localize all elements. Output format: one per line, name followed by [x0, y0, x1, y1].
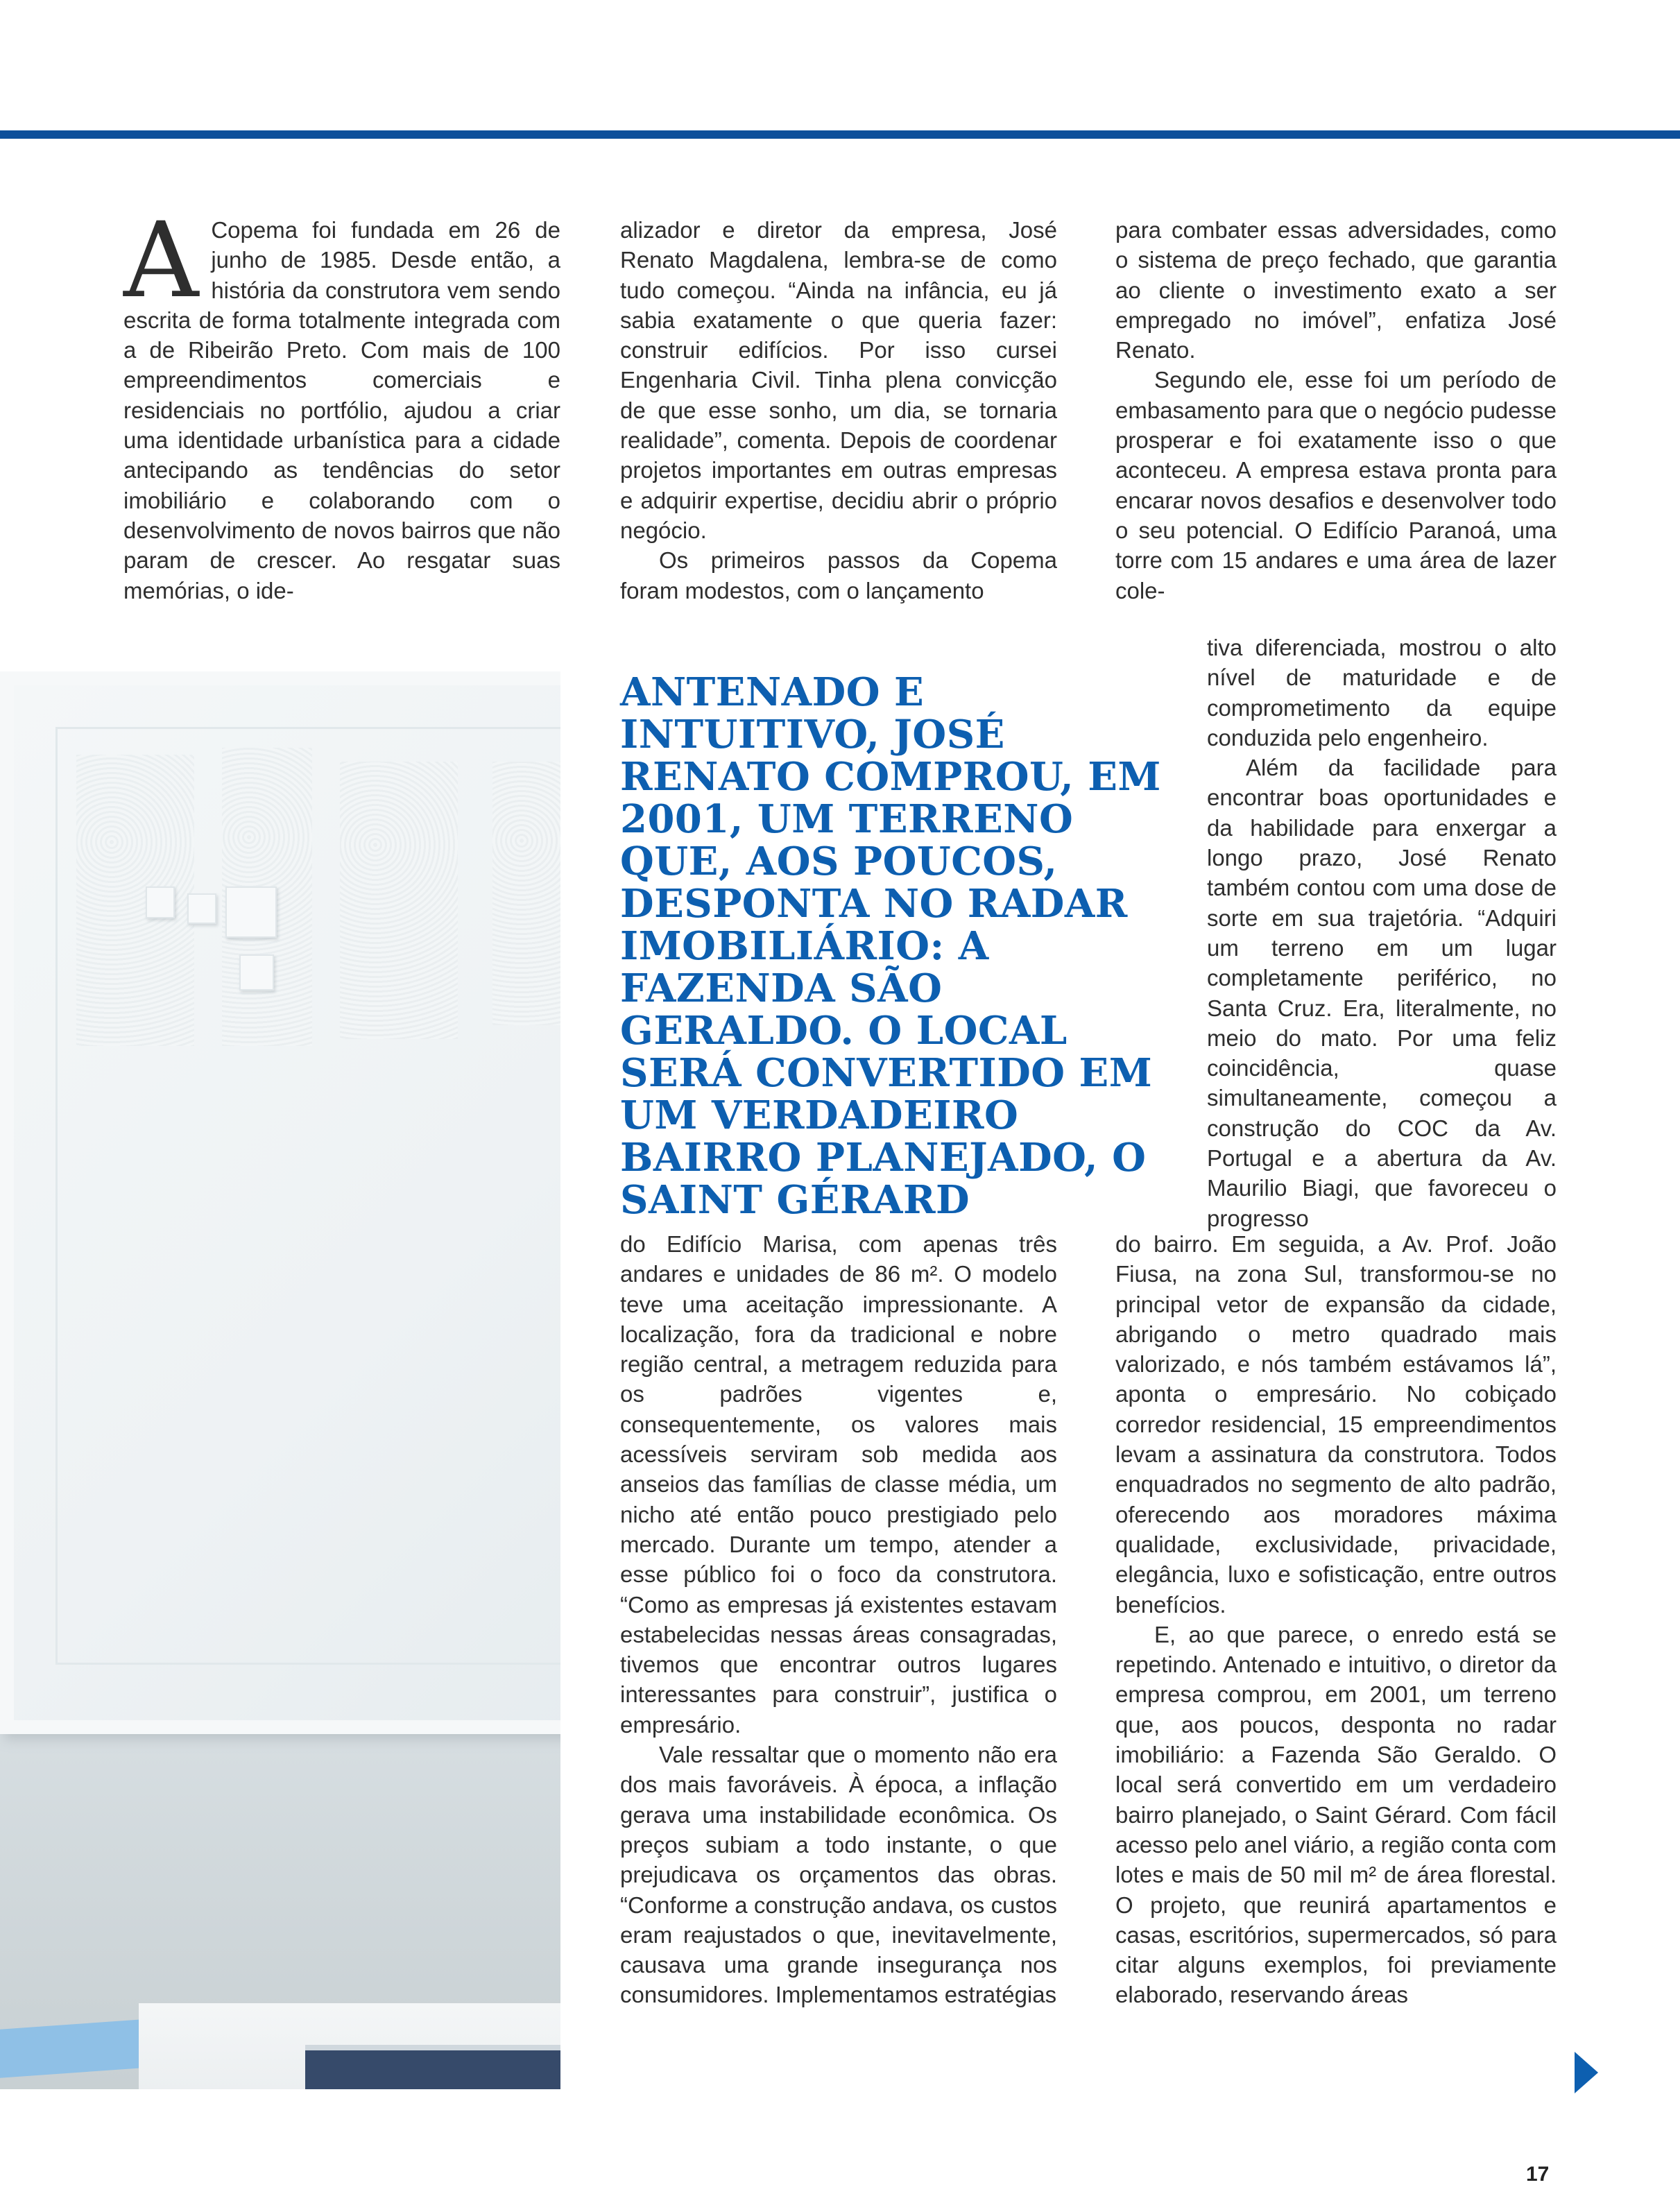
column-3-top: [1115, 215, 1557, 606]
top-accent-bar: [0, 130, 1680, 139]
col3-paragraph-3: tiva diferenciada, mostrou o alto nível de maturidade e de comprometimento da equipe conduzida pelo engenheiro.: [1207, 635, 1557, 751]
col2-paragraph-4: Vale ressaltar que o momento não era dos mais favoráveis. À época, a inflação gerava uma instabilidade econômica. Os preços subiam a todo instante, o que prejudicava os orçamentos das obras. “Conforme a construção andava, os custos eram reajustados o que, inevitavelmente, causava uma grande insegurança nos consumidores. Implementamos estratégias: [620, 1742, 1057, 2008]
col1-paragraph-1: Copema foi fundada em 26 de junho de 1985. Desde então, a história da construtora vem sendo escrita de forma totalmente integrada com a de Ribeirão Preto. Com mais de 100 empreendimentos comerciais e residenciais no portfólio, ajudou a criar uma identidade urbanística para a cidade antecipando as tendências do setor imobiliário e colaborando com o desenvolvimento de novos bairros que não param de crescer. Ao resgatar suas memórias, o ide-: [123, 217, 560, 603]
page-number: 17: [1526, 2163, 1550, 2186]
notebook: [305, 2045, 560, 2089]
column-2-bottom: [620, 1229, 1057, 2010]
column-3-bottom: [1115, 1229, 1557, 2010]
wall-artwork: [0, 671, 560, 1734]
column-3-narrow: [1207, 633, 1557, 1233]
col2-paragraph-2: Os primeiros passos da Copema foram modestos, com o lançamento: [620, 547, 1057, 603]
col3-paragraph-2: Segundo ele, esse foi um período de embasamento para que o negócio pudesse prosperar e foi exatamente isso o que aconteceu. A empresa estava pronta para encarar novos desafios e desenvolver todo o seu potencial. O Edifício Paranoá, uma torre com 15 andares e uma área de lazer cole-: [1115, 367, 1557, 603]
column-1: [123, 200, 560, 606]
pull-quote: ANTENADO E INTUITIVO, JOSÉ RENATO COMPROU, EM 2001, UM TERRENO QUE, AOS POUCOS, DESPONTA NO RADAR IMOBILIÁRIO: A FAZENDA SÃO GERALDO. O LOCAL SERÁ CONVERTIDO EM UM VERDADEIRO BAIRRO PLANEJADO, O SAINT GÉRARD: [620, 669, 1161, 1223]
column-2-top: [620, 215, 1057, 606]
col3-paragraph-4: Além da facilidade para encontrar boas oportunidades e da habilidade para enxergar a longo prazo, José Renato também contou com uma dose de sorte em sua trajetória. “Adquiri um terreno em um lugar completamente periférico, no Santa Cruz. Era, literalmente, no meio do mato. Por uma feliz coincidência, quase simultaneamente, começou a construção do COC da Av. Portugal e a abertura da Av. Maurilio Biagi, que favoreceu o progresso: [1207, 755, 1557, 1231]
continue-arrow-icon: [1575, 2052, 1598, 2093]
col3-paragraph-6: E, ao que parece, o enredo está se repetindo. Antenado e intuitivo, o diretor da empresa comprou, em 2001, um terreno que, aos poucos, desponta no radar imobiliário: a Fazenda São Geraldo. O local será convertido em um verdadeiro bairro planejado, o Saint Gérard. Com fácil acesso pelo anel viário, a região conta com lotes e mais de 50 mil m² de área florestal. O projeto, que reunirá apartamentos e casas, escritórios, supermercados, só para citar alguns exemplos, foi previamente elaborado, reservando áreas: [1115, 1621, 1557, 2008]
col3-paragraph-5: do bairro. Em seguida, a Av. Prof. João Fiusa, na zona Sul, transformou-se no principal vetor de expansão da cidade, abrigando o metro quadrado mais valorizado, e nós também estávamos lá”, aponta o empresário. No cobiçado corredor residencial, 15 empreendimentos levam a assinatura da construtora. Todos enquadrados no segmento de alto padrão, oferecendo aos moradores máxima qualidade, exclusividade, privacidade, elegância, luxo e sofisticação, entre outros benefícios.: [1115, 1231, 1557, 1618]
col3-paragraph-1: para combater essas adversidades, como o sistema de preço fechado, que garantia ao cliente o investimento exato a ser empregado no imóvel”, enfatiza José Renato.: [1115, 217, 1557, 363]
office-photo: [0, 671, 560, 2089]
col2-paragraph-1: alizador e diretor da empresa, José Renato Magdalena, lembra-se de como tudo começou. “Ainda na infância, eu já sabia exatamente o que queria fazer: construir edifícios. Por isso cursei Engenharia Civil. Tinha plena convicção de que esse sonho, um dia, se tornaria realidade”, comenta. Depois de coordenar projetos importantes em outras empresas e adquirir expertise, decidiu abrir o próprio negócio.: [620, 217, 1057, 543]
col2-paragraph-3: do Edifício Marisa, com apenas três andares e unidades de 86 m². O modelo teve uma aceitação impressionante. A localização, fora da tradicional e nobre região central, a metragem reduzida para os padrões vigentes e, consequentemente, os valores mais acessíveis serviram sob medida aos anseios das famílias de classe média, um nicho até então pouco prestigiado pelo mercado. Durante um tempo, atender a esse público foi o foco da construtora. “Como as empresas já existentes estavam estabelecidas nessas áreas consagradas, tivemos que encontrar outros lugares interessantes para construir”, justifica o empresário.: [620, 1231, 1057, 1738]
drop-cap: A: [123, 200, 199, 321]
